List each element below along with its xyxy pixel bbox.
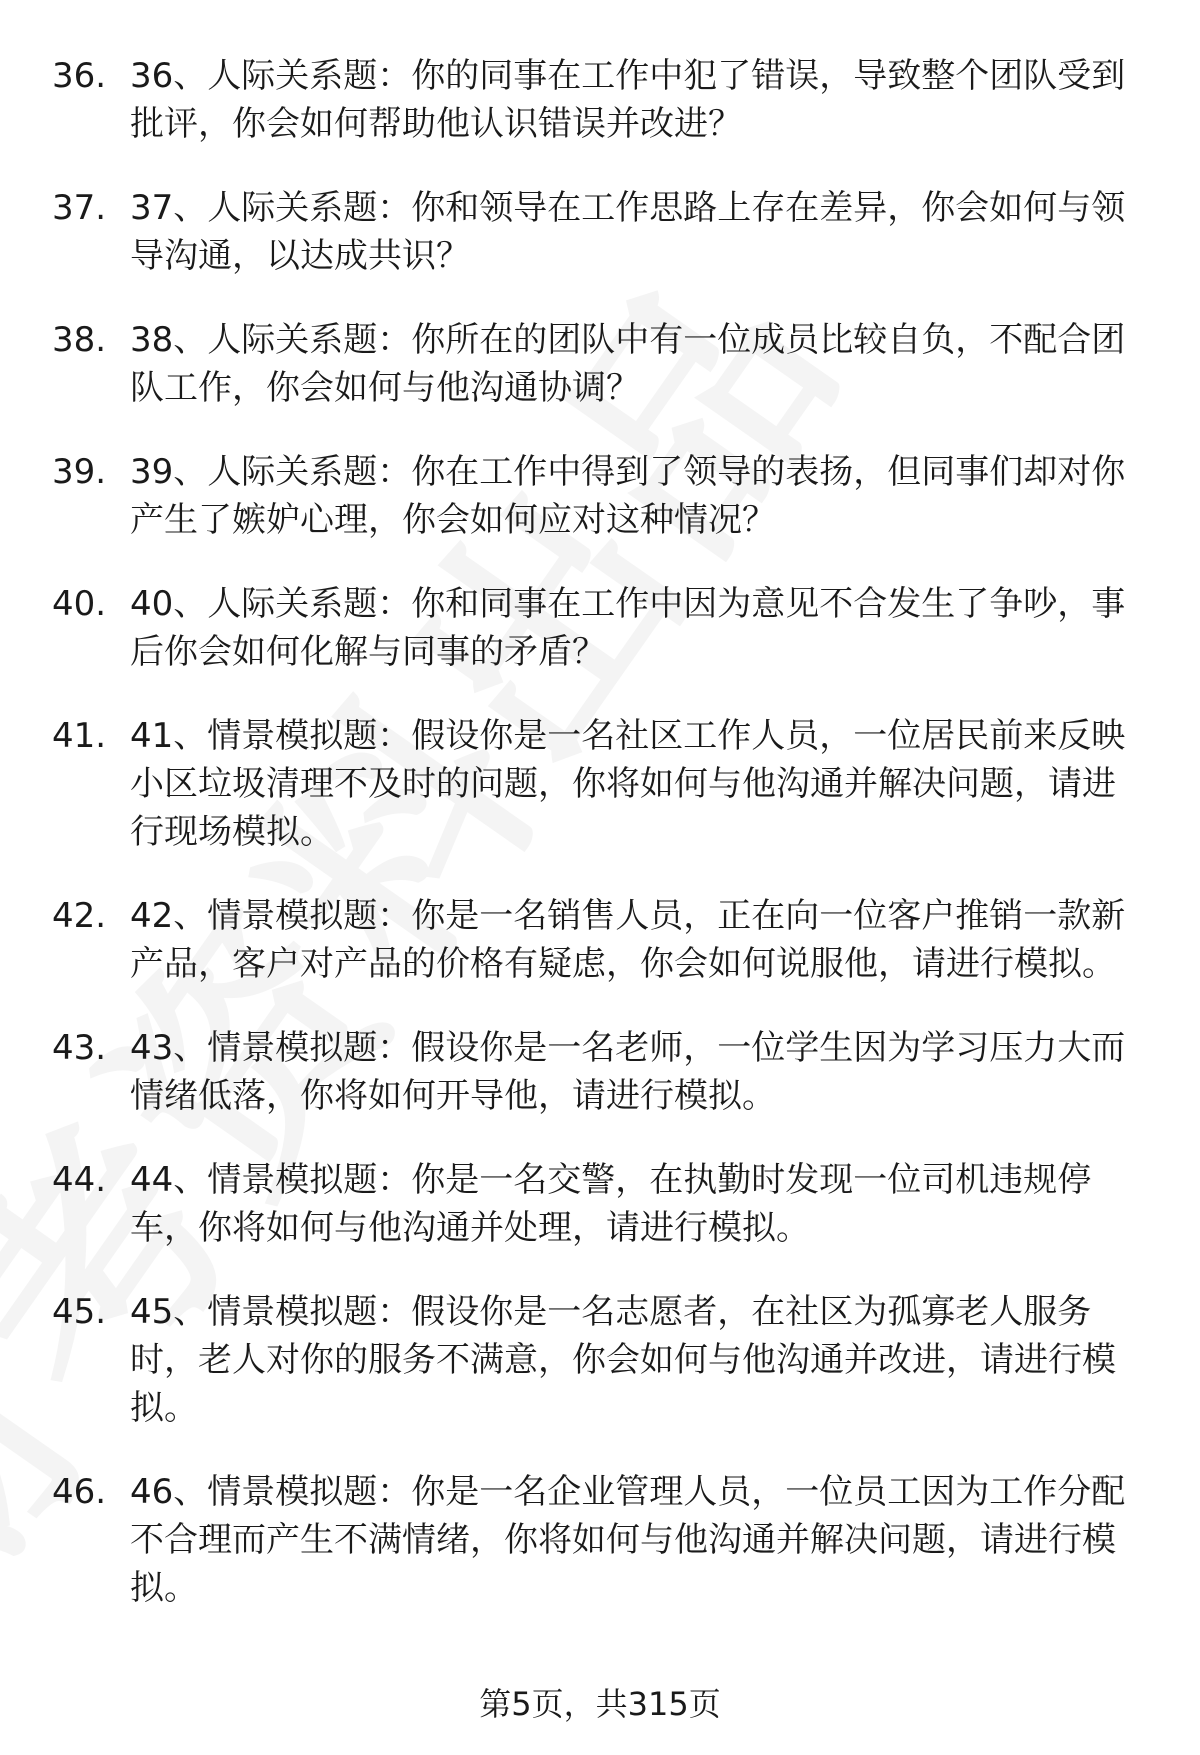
question-text: 39、人际关系题：你在工作中得到了领导的表扬，但同事们却对你产生了嫉妒心理，你会如何应对这种情况？ xyxy=(130,452,1126,540)
question-text: 43、情景模拟题：假设你是一名老师，一位学生因为学习压力大而情绪低落，你将如何开导他，请进行模拟。 xyxy=(130,1028,1126,1116)
question-number: 41. xyxy=(52,716,107,756)
list-item xyxy=(0,316,1200,412)
question-list xyxy=(0,52,1200,1648)
question-text: 36、人际关系题：你的同事在工作中犯了错误，导致整个团队受到批评，你会如何帮助他认识错误并改进？ xyxy=(130,56,1126,144)
list-item xyxy=(0,1468,1200,1612)
question-text: 40、人际关系题：你和同事在工作中因为意见不合发生了争吵，事后你会如何化解与同事的矛盾？ xyxy=(130,584,1126,672)
list-item xyxy=(0,712,1200,856)
question-text: 44、情景模拟题：你是一名交警，在执勤时发现一位司机违规停车，你将如何与他沟通并处理，请进行模拟。 xyxy=(130,1160,1092,1248)
question-number: 38. xyxy=(52,320,107,360)
question-text: 45、情景模拟题：假设你是一名志愿者，在社区为孤寡老人服务时，老人对你的服务不满意，你会如何与他沟通并改进，请进行模拟。 xyxy=(130,1292,1116,1428)
question-number: 46. xyxy=(52,1472,107,1512)
question-text: 46、情景模拟题：你是一名企业管理人员，一位员工因为工作分配不合理而产生不满情绪，你将如何与他沟通并解决问题，请进行模拟。 xyxy=(130,1472,1126,1608)
list-item xyxy=(0,448,1200,544)
list-item xyxy=(0,52,1200,148)
list-item xyxy=(0,184,1200,280)
question-number: 42. xyxy=(52,896,107,936)
list-item xyxy=(0,892,1200,988)
question-text: 41、情景模拟题：假设你是一名社区工作人员，一位居民前来反映小区垃圾清理不及时的问题，你将如何与他沟通并解决问题，请进行现场模拟。 xyxy=(130,716,1126,852)
question-text: 42、情景模拟题：你是一名销售人员，正在向一位客户推销一款新产品，客户对产品的价格有疑虑，你会如何说服他，请进行模拟。 xyxy=(130,896,1126,984)
question-text: 37、人际关系题：你和领导在工作思路上存在差异，你会如何与领导沟通，以达成共识？ xyxy=(130,188,1126,276)
question-number: 45. xyxy=(52,1292,107,1332)
question-text: 38、人际关系题：你所在的团队中有一位成员比较自负，不配合团队工作，你会如何与他沟通协调？ xyxy=(130,320,1126,408)
page-footer: 第5页，共315页 xyxy=(479,1685,721,1723)
question-number: 37. xyxy=(52,188,107,228)
question-number: 44. xyxy=(52,1160,107,1200)
question-number: 36. xyxy=(52,56,107,96)
list-item xyxy=(0,1024,1200,1120)
question-number: 43. xyxy=(52,1028,107,1068)
list-item xyxy=(0,580,1200,676)
question-number: 40. xyxy=(52,584,107,624)
list-item xyxy=(0,1288,1200,1432)
question-number: 39. xyxy=(52,452,107,492)
list-item xyxy=(0,1156,1200,1252)
